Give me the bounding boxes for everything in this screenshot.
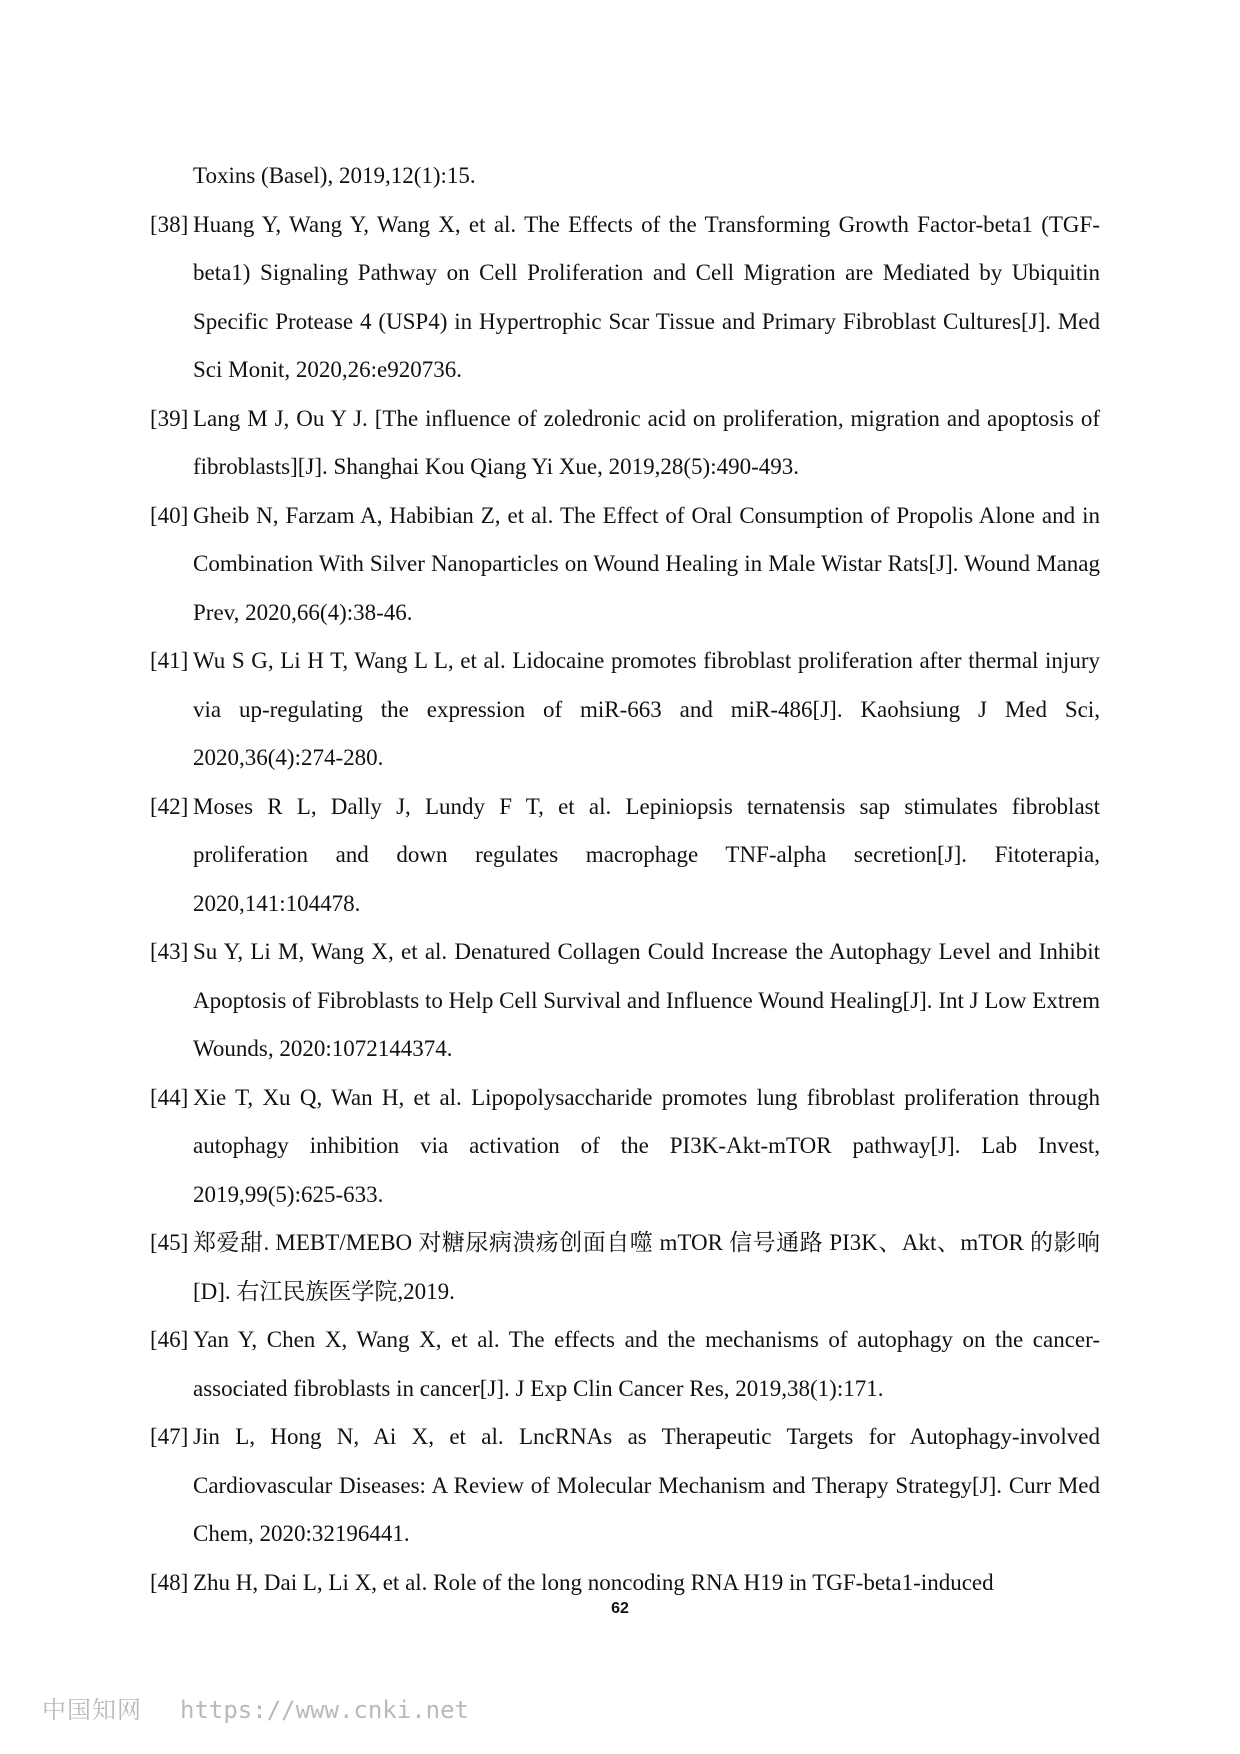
watermark-url: https://www.cnki.net [180, 1696, 469, 1724]
reference-item [150, 395, 1100, 492]
reference-text: Moses R L, Dally J, Lundy F T, et al. Lepiniopsis ternatensis sap stimulates fibroblast proliferation and down regulates macrophage TNF-alpha secretion[J]. Fitoterapia, 2020,141:104478. [193, 793, 1100, 916]
reference-number: [47] [150, 1424, 189, 1449]
reference-item [150, 928, 1100, 1074]
reference-number: [42] [150, 793, 189, 819]
reference-number: [45] [150, 1230, 189, 1255]
reference-item [150, 201, 1100, 395]
reference-item [150, 1413, 1100, 1559]
reference-text: Wu S G, Li H T, Wang L L, et al. Lidocaine promotes fibroblast proliferation after thermal injury via up-regulating the expression of miR-663 and miR-486[J]. Kaohsiung J Med Sci, 2020,36(4):274-280. [193, 648, 1100, 770]
reference-item [150, 1074, 1100, 1220]
reference-item [150, 637, 1100, 783]
reference-item [150, 1316, 1100, 1413]
reference-text: Gheib N, Farzam A, Habibian Z, et al. The Effect of Oral Consumption of Propolis Alone and in Combination With Silver Nanoparticles on Wound Healing in Male Wistar Rats[J]. Wound Manag Prev, 2020,66(4):38-46. [193, 502, 1100, 625]
reference-text: Xie T, Xu Q, Wan H, et al. Lipopolysaccharide promotes lung fibroblast proliferation through autophagy inhibition via activation of the PI3K-Akt-mTOR pathway[J]. Lab Invest, 2019,99(5):625-633. [193, 1084, 1100, 1207]
watermark-logo-text: 中国知网 [42, 1696, 142, 1724]
cnki-watermark [42, 1690, 469, 1725]
reference-item [150, 783, 1100, 929]
reference-number: [48] [150, 1569, 189, 1595]
reference-text: Yan Y, Chen X, Wang X, et al. The effects and the mechanisms of autophagy on the cancer-associated fibroblasts in cancer[J]. J Exp Clin Cancer Res, 2019,38(1):171. [193, 1327, 1100, 1401]
reference-number: [40] [150, 502, 189, 528]
reference-number: [44] [150, 1084, 189, 1110]
reference-number: [46] [150, 1327, 189, 1352]
reference-list [150, 152, 1100, 1607]
reference-continuation: Toxins (Basel), 2019,12(1):15. [193, 163, 476, 188]
reference-number: [43] [150, 939, 189, 964]
reference-number: [38] [150, 211, 189, 237]
reference-text: Su Y, Li M, Wang X, et al. Denatured Collagen Could Increase the Autophagy Level and Inhibit Apoptosis of Fibroblasts to Help Cell Survival and Influence Wound Healing[J]. Int J Low Extrem Wounds, 2020:1072144374. [193, 939, 1100, 1061]
reference-text: 郑爱甜. MEBT/MEBO 对糖尿病溃疡创面自噬 mTOR 信号通路 PI3K、Akt、mTOR 的影响[D]. 右江民族医学院,2019. [193, 1230, 1100, 1304]
page-number: 62 [611, 1600, 629, 1617]
reference-number: [41] [150, 648, 189, 673]
reference-text: Huang Y, Wang Y, Wang X, et al. The Effects of the Transforming Growth Factor-beta1 (TGF-beta1) Signaling Pathway on Cell Proliferation and Cell Migration are Mediated by Ubiquitin Specific Protease 4 (USP4) in Hypertrophic Scar Tissue and Primary Fibroblast Cultures[J]. Med Sci Monit, 2020,26:e920736. [193, 211, 1100, 382]
reference-item [150, 1219, 1100, 1316]
reference-number: [39] [150, 405, 189, 431]
reference-text: Jin L, Hong N, Ai X, et al. LncRNAs as Therapeutic Targets for Autophagy-involved Cardiovascular Diseases: A Review of Molecular Mechanism and Therapy Strategy[J]. Curr Med Chem, 2020:32196441. [193, 1424, 1100, 1546]
reference-text: Zhu H, Dai L, Li X, et al. Role of the long noncoding RNA H19 in TGF-beta1-induced [193, 1569, 994, 1595]
reference-text: Lang M J, Ou Y J. [The influence of zoledronic acid on proliferation, migration and apoptosis of fibroblasts][J]. Shanghai Kou Qiang Yi Xue, 2019,28(5):490-493. [193, 405, 1100, 479]
reference-item [150, 492, 1100, 638]
